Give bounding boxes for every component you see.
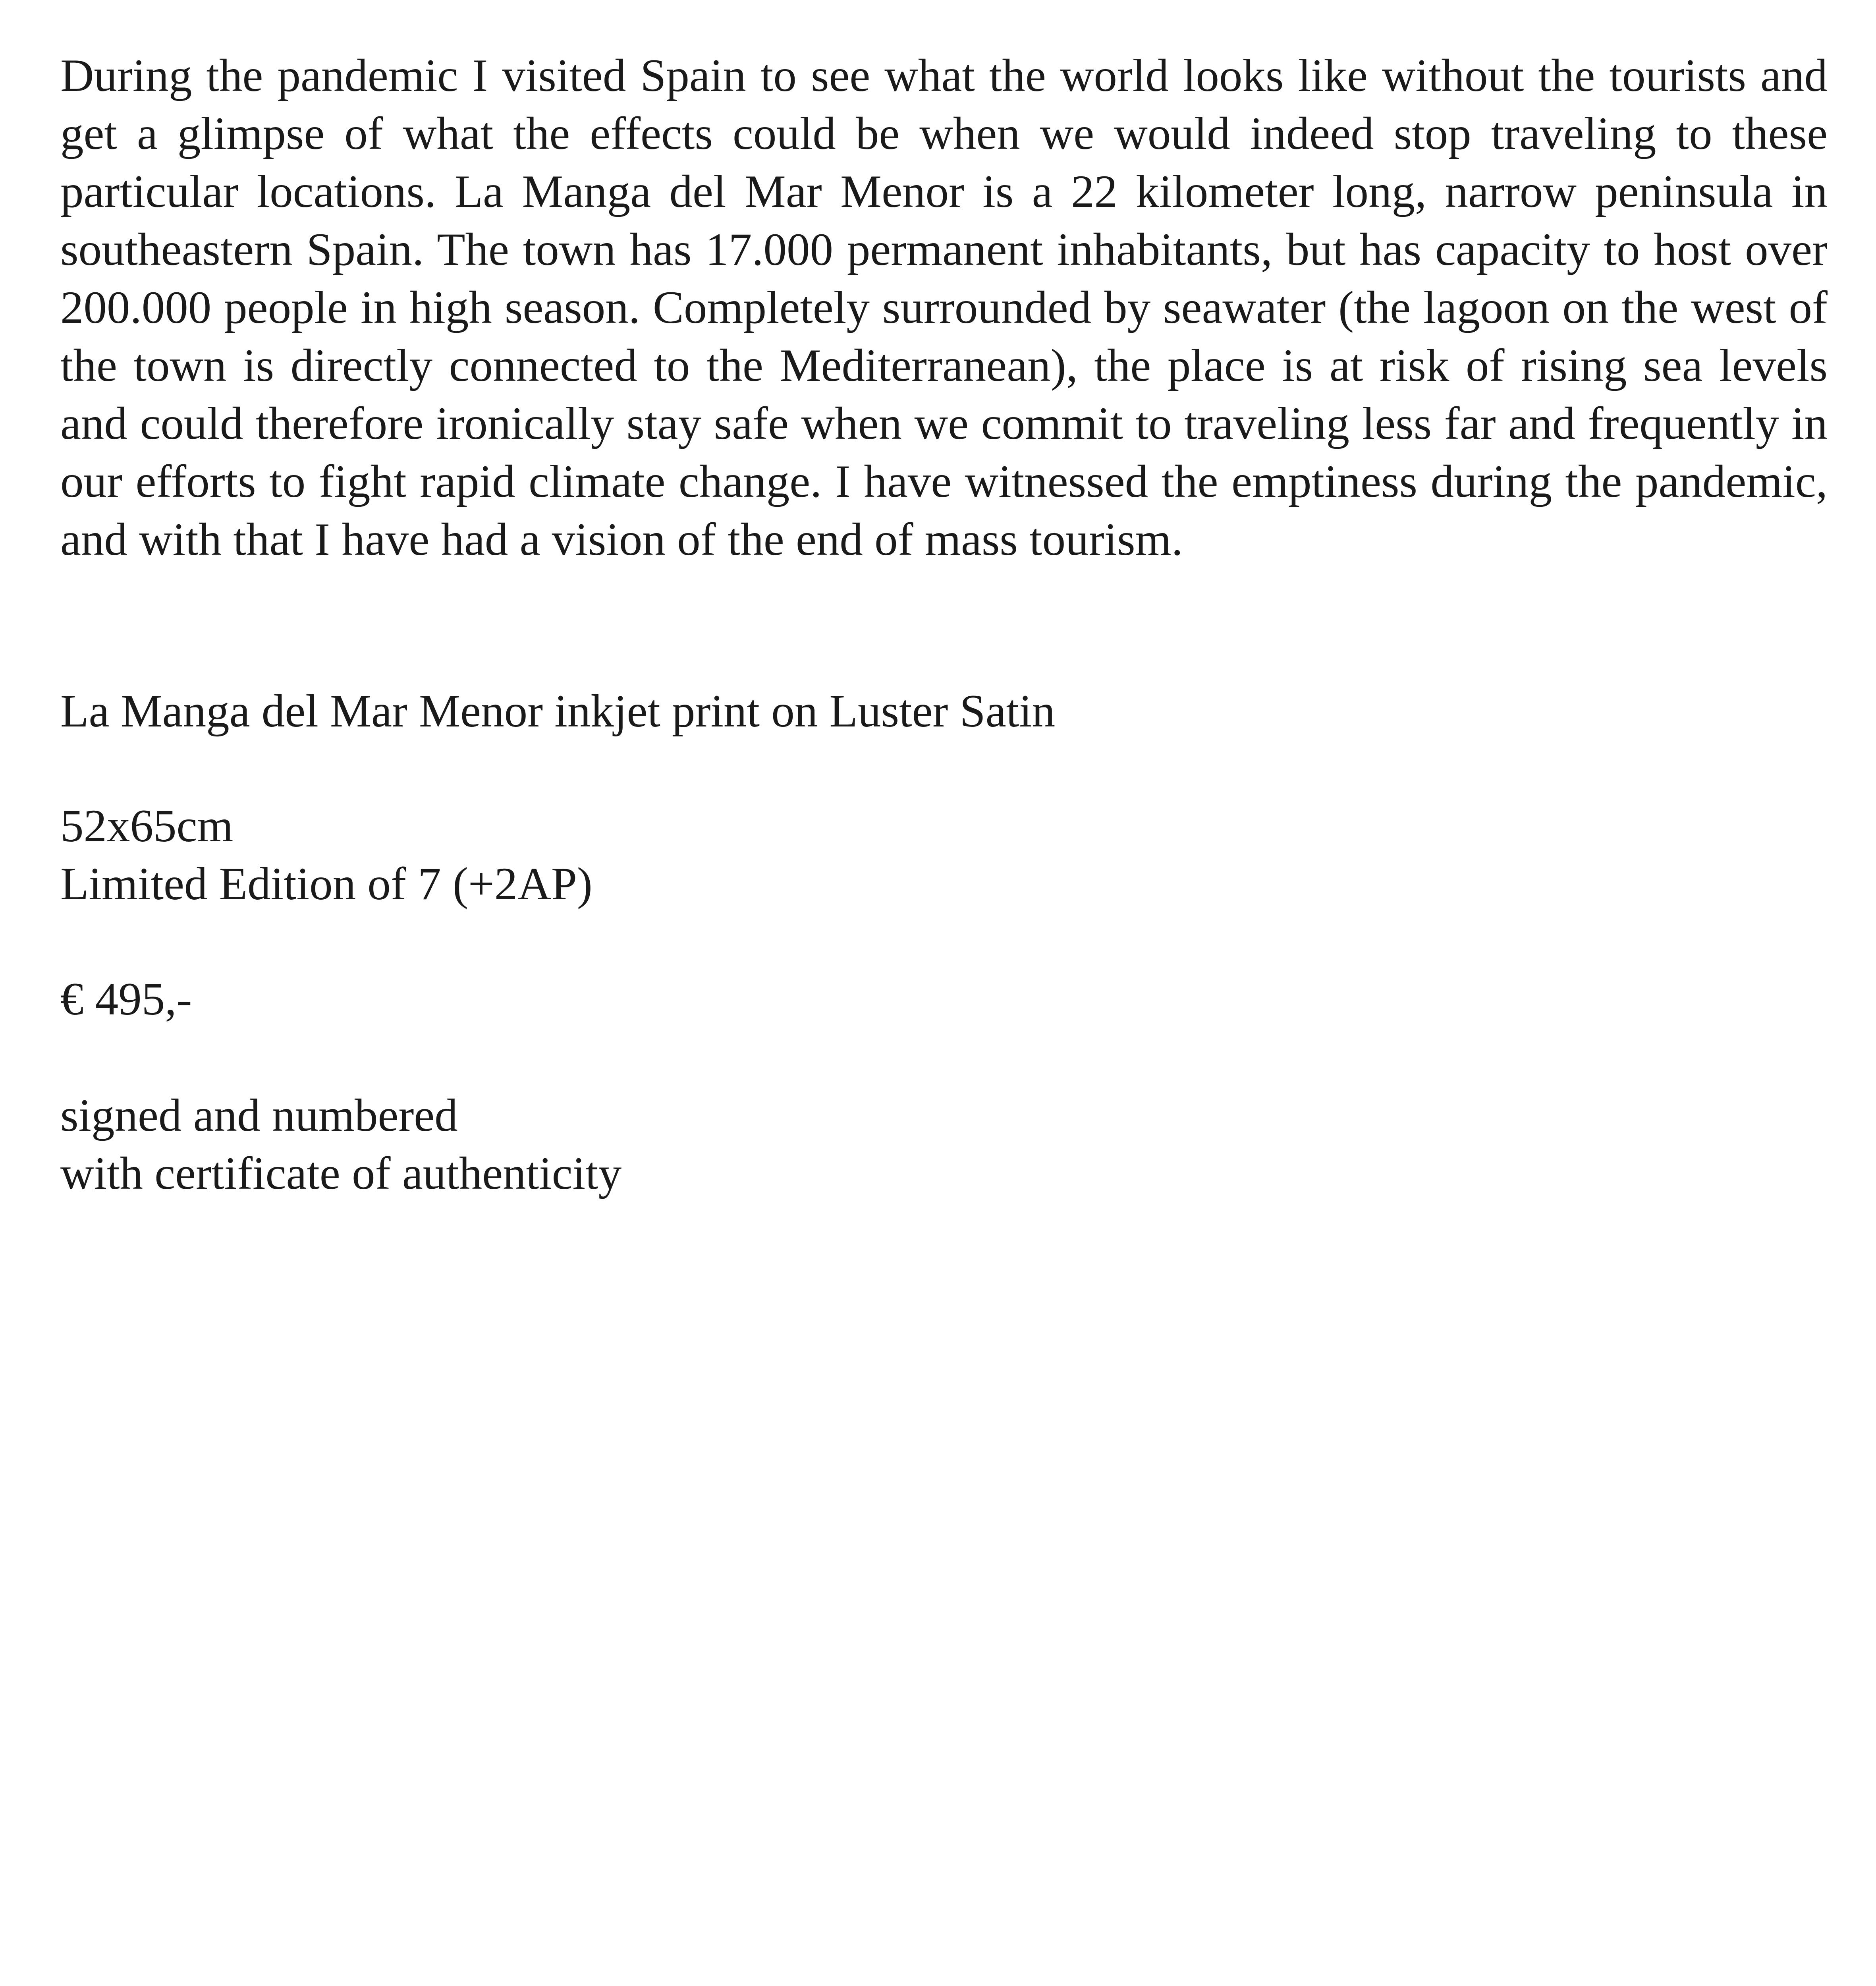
signature-note: signed and numbered: [60, 1090, 458, 1141]
intro-paragraph: During the pandemic I visited Spain to see what the world looks like without the tourists and get a glimpse of what the effects could be when we would indeed stop traveling to these particular locations. La Manga del Mar Menor is a 22 kilometer long, narrow peninsula in southeastern Spain. The town has 17.000 permanent inhabitants, but has capacity to host over 200.000 people in high season. Completely surrounded by seawater (the lagoon on the west of the town is directly connected to the Mediterranean), the place is at risk of rising sea levels and could therefore ironically stay safe when we commit to traveling less far and frequently in our efforts to fight rapid climate change. I have witnessed the emptiness during the pandemic, and with that I have had a vision of the end of mass tourism.: [60, 50, 1828, 565]
artwork-dimensions: 52x65cm: [60, 800, 234, 852]
certificate-note: with certificate of authenticity: [60, 1148, 622, 1199]
price: € 495,-: [60, 974, 192, 1025]
artwork-title: La Manga del Mar Menor inkjet print on Luster Satin: [60, 686, 1056, 737]
edition-info: Limited Edition of 7 (+2AP): [60, 858, 593, 910]
